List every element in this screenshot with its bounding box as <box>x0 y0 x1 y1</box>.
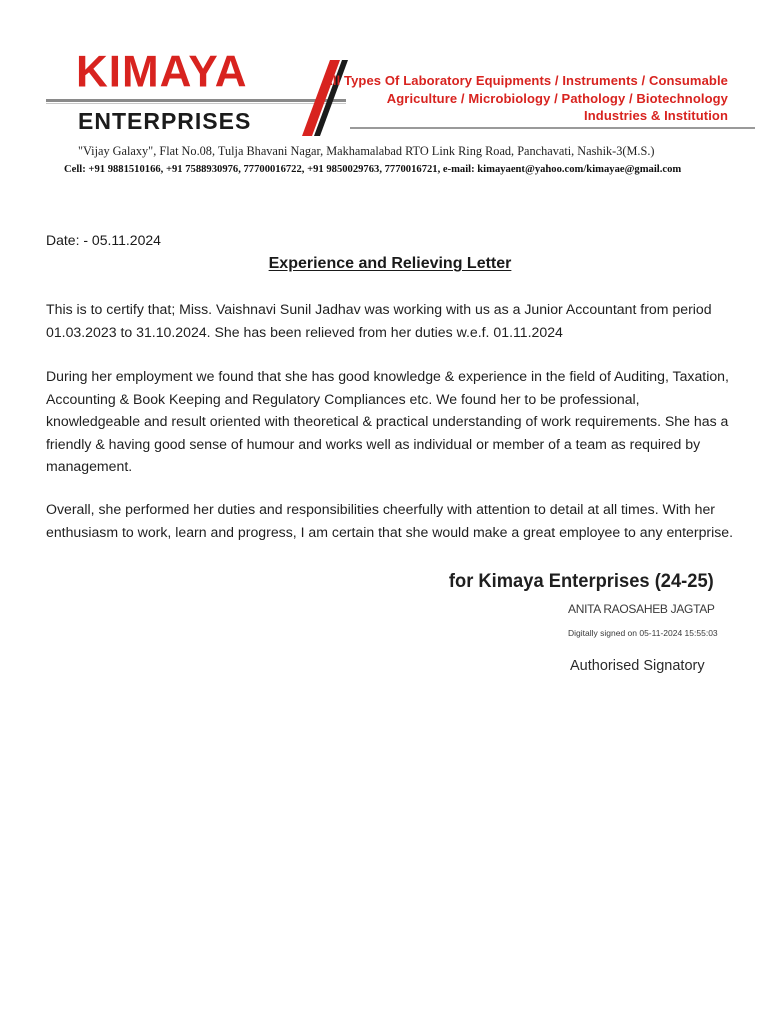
services-tagline <box>323 72 728 125</box>
brand-logo-kimaya: KIMAYA <box>76 46 248 97</box>
signatory-name: ANITA RAOSAHEB JAGTAP <box>568 602 715 616</box>
company-address: "Vijay Galaxy", Flat No.08, Tulja Bhavani Nagar, Makhamalabad RTO Link Ring Road, Panchavati, Nashik-3(M.S.) <box>78 144 655 158</box>
letter-title: Experience and Relieving Letter <box>268 255 512 272</box>
services-line-1: All Types Of Laboratory Equipments / Instruments / Consumable <box>323 73 728 88</box>
header-divider <box>350 127 755 129</box>
brand-logo-enterprises: ENTERPRISES <box>78 108 252 134</box>
paragraph-certification: This is to certify that; Miss. Vaishnavi Sunil Jadhav was working with us as a Junior Accountant from period 01.03.2023 to 31.10.2024. She has been relieved from her duties w.e.f. 01.11.2024 <box>46 301 712 340</box>
signatory-role: Authorised Signatory <box>570 658 705 674</box>
paragraph-overall: Overall, she performed her duties and responsibilities cheerfully with attention to detail at all times. With her enthusiasm to work, learn and progress, I am certain that she would make a great employee to any enterprise. <box>46 501 734 540</box>
letter-date: Date: - 05.11.2024 <box>46 232 161 248</box>
company-contact: Cell: +91 9881510166, +91 7588930976, 77700016722, +91 9850029763, 7770016721, e-mail: kimayaent@yahoo.com/kimayae@gmail.com <box>64 164 682 175</box>
services-line-2: Agriculture / Microbiology / Pathology / Biotechnology <box>386 90 728 106</box>
services-line-3: Industries & Institution <box>584 108 728 123</box>
signature-company: for Kimaya Enterprises (24-25) <box>449 570 714 592</box>
digital-signature-stamp: Digitally signed on 05-11-2024 15:55:03 <box>568 628 718 638</box>
paragraph-employment: During her employment we found that she has good knowledge & experience in the field of Auditing, Taxation, Accounting & Book Keeping and Regulatory Compliances etc. We found her to be professional, knowledgeable and result oriented with theoretical & practical understanding of work requirements. She has a friendly & having good sense of humour and works well as individual or member of a team as required by management. <box>46 368 729 475</box>
